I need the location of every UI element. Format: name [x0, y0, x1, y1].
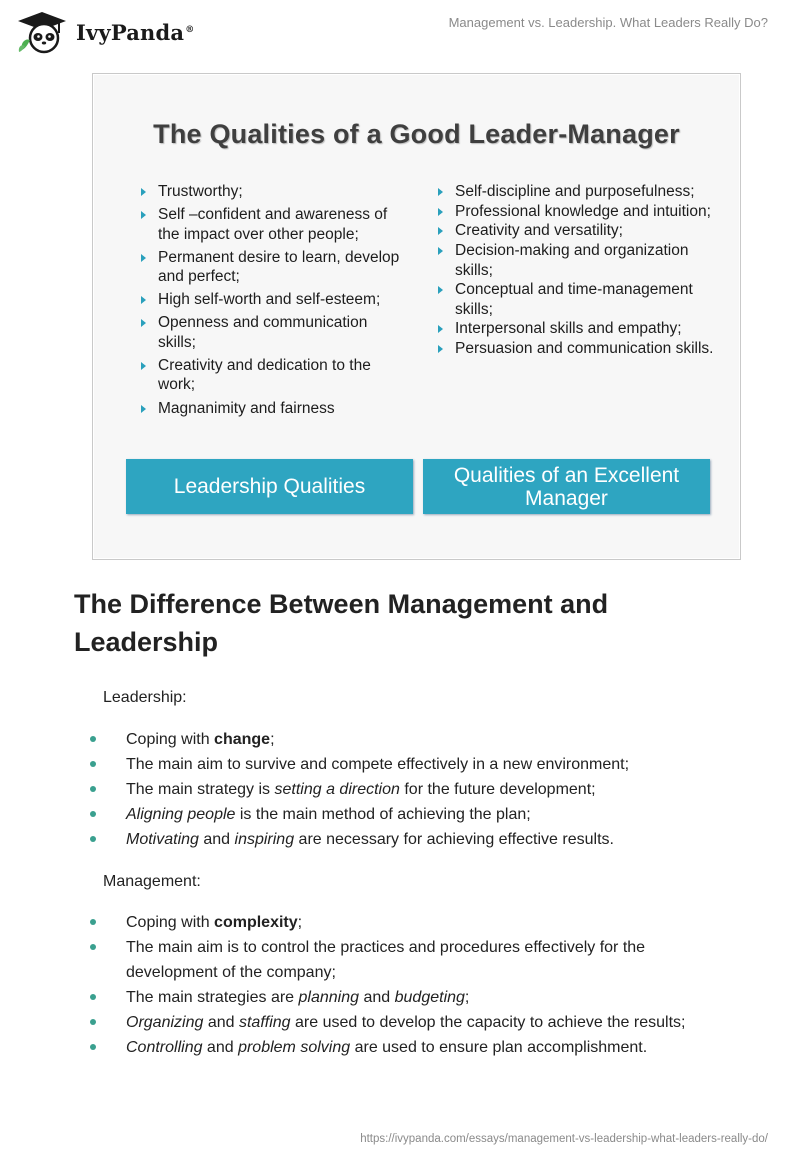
text-segment: and: [198, 831, 235, 848]
list-item: Decision-making and organization skills;: [435, 241, 715, 280]
triangle-bullet-icon: [438, 286, 443, 294]
list-item: Magnanimity and fairness: [138, 399, 408, 419]
list-item: Creativity and versatility;: [435, 221, 715, 241]
triangle-bullet-icon: [438, 345, 443, 353]
list-item: Interpersonal skills and empathy;: [435, 319, 715, 339]
slide-figure: [92, 73, 741, 560]
list-item: Self –confident and awareness of the impact over other people;: [138, 205, 408, 244]
list-item: [90, 777, 730, 802]
text-segment: and: [202, 1039, 239, 1056]
manager-qualities-label: Qualities of an Excellent Manager: [423, 459, 710, 514]
italic-text: planning: [298, 989, 360, 1006]
italic-text: Motivating: [126, 831, 199, 848]
italic-text: setting a direction: [274, 781, 400, 798]
leadership-label: Leadership:: [103, 689, 187, 706]
slide-background: [94, 75, 739, 558]
slide-title: The Qualities of a Good Leader-Manager: [153, 119, 680, 149]
leadership-qualities-label: Leadership Qualities: [126, 459, 413, 514]
text-segment: ;: [464, 989, 470, 1006]
round-bullet-icon: [90, 1019, 96, 1025]
management-label: Management:: [103, 873, 201, 890]
list-item: [90, 827, 730, 852]
text-segment: Coping with: [126, 914, 215, 931]
text-segment: are necessary for achieving effective results.: [294, 831, 614, 848]
site-logo[interactable]: [14, 10, 194, 54]
round-bullet-icon: [90, 736, 96, 742]
manager-qualities-list: [435, 182, 715, 359]
list-item: Creativity and dedication to the work;: [138, 356, 408, 395]
round-bullet-icon: [90, 786, 96, 792]
triangle-bullet-icon: [141, 188, 146, 196]
triangle-bullet-icon: [141, 211, 146, 219]
text-segment: ;: [297, 914, 303, 931]
list-item: Persuasion and communication skills.: [435, 339, 715, 359]
triangle-bullet-icon: [438, 325, 443, 333]
triangle-bullet-icon: [141, 296, 146, 304]
triangle-bullet-icon: [141, 254, 146, 262]
list-item: Permanent desire to learn, develop and perfect;: [138, 248, 408, 287]
list-item: Trustworthy;: [138, 182, 408, 202]
text-segment: and: [359, 989, 395, 1006]
source-url[interactable]: https://ivypanda.com/essays/management-vs-leadership-what-leaders-really-do/: [360, 1133, 768, 1145]
text-segment: The main aim is to control the practices and procedures effectively for the development of the company;: [126, 939, 646, 981]
text-segment: Coping with: [126, 731, 215, 748]
list-item: [90, 802, 730, 827]
list-item: High self-worth and self-esteem;: [138, 290, 408, 310]
list-item: Professional knowledge and intuition;: [435, 202, 715, 222]
triangle-bullet-icon: [438, 247, 443, 255]
triangle-bullet-icon: [141, 319, 146, 327]
italic-text: inspiring: [234, 831, 295, 848]
panda-logo-icon: [14, 10, 70, 54]
section-heading: The Difference Between Management and Leadership: [74, 589, 609, 657]
text-segment: and: [203, 1014, 239, 1031]
logo-text: IvyPanda®: [76, 19, 195, 45]
italic-text: Aligning people: [126, 806, 236, 823]
list-item: Conceptual and time-management skills;: [435, 280, 715, 319]
page-header-title: Management vs. Leadership. What Leaders Really Do?: [448, 15, 768, 30]
management-list: [90, 910, 730, 1060]
text-segment: The main strategy is: [126, 781, 275, 798]
round-bullet-icon: [90, 944, 96, 950]
list-item: [90, 910, 730, 935]
italic-text: Organizing: [126, 1014, 204, 1031]
list-item: Openness and communication skills;: [138, 313, 408, 352]
text-segment: The main strategies are: [126, 989, 299, 1006]
list-item: Self-discipline and purposefulness;: [435, 182, 715, 202]
list-item: [90, 1010, 730, 1035]
round-bullet-icon: [90, 811, 96, 817]
text-segment: are used to ensure plan accomplishment.: [350, 1039, 648, 1056]
triangle-bullet-icon: [438, 227, 443, 235]
leader-qualities-list: [138, 182, 408, 422]
list-item: [90, 985, 730, 1010]
round-bullet-icon: [90, 994, 96, 1000]
list-item: [90, 1035, 730, 1060]
italic-text: problem solving: [238, 1039, 351, 1056]
list-item: [90, 935, 730, 985]
round-bullet-icon: [90, 919, 96, 925]
round-bullet-icon: [90, 761, 96, 767]
italic-text: Controlling: [126, 1039, 203, 1056]
triangle-bullet-icon: [438, 208, 443, 216]
italic-text: staffing: [238, 1014, 291, 1031]
text-segment: are used to develop the capacity to achieve the results;: [290, 1014, 686, 1031]
leadership-list: [90, 727, 730, 852]
registered-mark: ®: [185, 24, 195, 35]
round-bullet-icon: [90, 1044, 96, 1050]
bold-text: complexity: [214, 914, 298, 931]
text-segment: ;: [270, 731, 275, 748]
italic-text: budgeting: [394, 989, 465, 1006]
bold-text: change: [214, 731, 271, 748]
triangle-bullet-icon: [141, 362, 146, 370]
text-segment: is the main method of achieving the plan;: [235, 806, 531, 823]
triangle-bullet-icon: [141, 405, 146, 413]
round-bullet-icon: [90, 836, 96, 842]
triangle-bullet-icon: [438, 188, 443, 196]
list-item: [90, 752, 730, 777]
list-item: [90, 727, 730, 752]
text-segment: The main aim to survive and compete effectively in a new environment;: [126, 756, 630, 773]
text-segment: for the future development;: [399, 781, 596, 798]
